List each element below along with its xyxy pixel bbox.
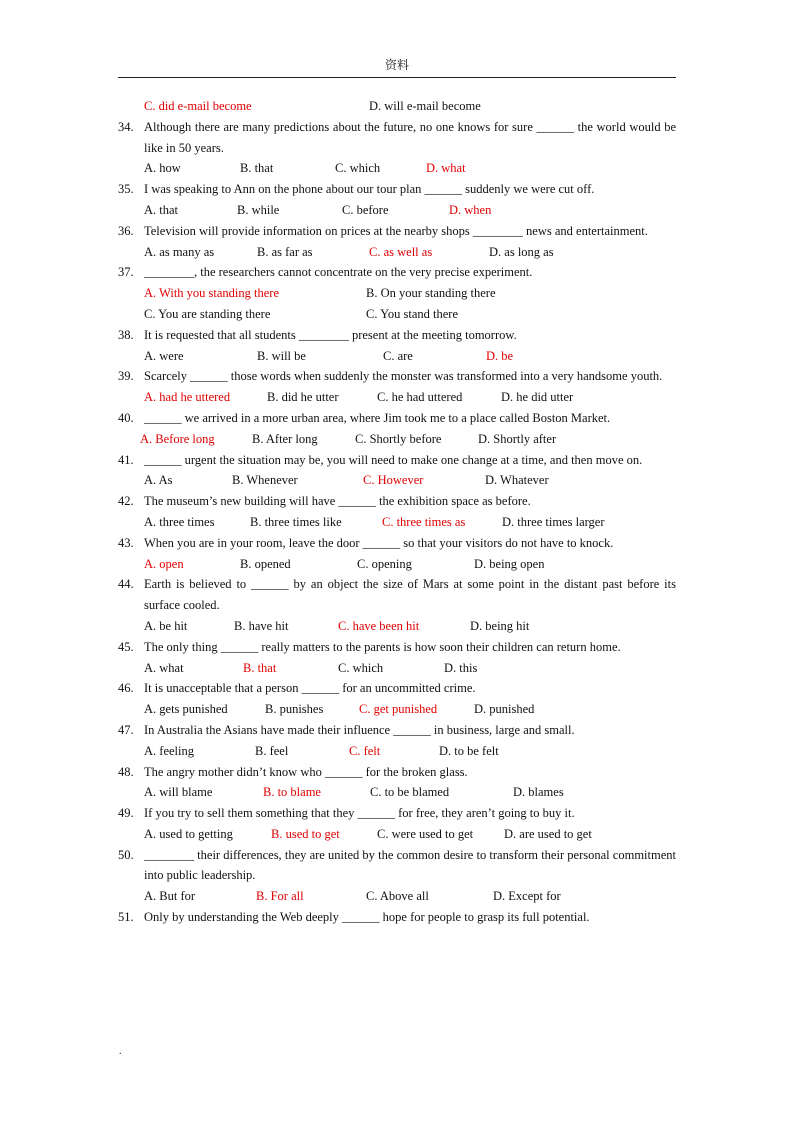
question-stem: The only thing ______ really matters to the parents is how soon their children can return home. xyxy=(144,639,621,654)
question-stem: Only by understanding the Web deeply ______ hope for people to grasp its full potential. xyxy=(144,910,590,925)
option-a: A. used to getting xyxy=(144,826,233,841)
question-text xyxy=(118,845,676,887)
question-number: 36. xyxy=(118,223,134,238)
question-number: 39. xyxy=(118,369,134,384)
option-a: A. how xyxy=(144,161,181,176)
option-row xyxy=(118,200,676,221)
option-c-answer: C. did e-mail become xyxy=(144,99,252,113)
question-block xyxy=(118,325,676,367)
option-c-answer: C. However xyxy=(363,473,424,488)
option-b: B. feel xyxy=(255,743,289,758)
question-number: 51. xyxy=(118,910,134,925)
option-a-answer: A. Before long xyxy=(140,431,215,446)
option-row xyxy=(118,429,676,450)
question-stem: Although there are many predictions about the future, no one knows for sure ______ the world would be like in 50 years. xyxy=(144,119,676,155)
question-number: 46. xyxy=(118,681,134,696)
option-d: C. You stand there xyxy=(366,306,459,321)
option-d-answer: D. when xyxy=(449,202,492,217)
option-c: C. which xyxy=(338,660,384,675)
question-number: 48. xyxy=(118,764,134,779)
option-row xyxy=(118,886,676,907)
question-text xyxy=(118,491,676,512)
option-b: B. that xyxy=(240,161,274,176)
option-c: C. before xyxy=(342,202,389,217)
option-row xyxy=(118,824,676,845)
question-stem: When you are in your room, leave the door ______ so that your visitors do not have to knock. xyxy=(144,535,614,550)
option-b-answer: B. that xyxy=(243,660,277,675)
option-a: A. will blame xyxy=(144,785,213,800)
question-number: 43. xyxy=(118,535,134,550)
question-stem: ________ their differences, they are united by the common desire to transform their personal commitment into public leadership. xyxy=(144,847,676,883)
option-row xyxy=(118,346,676,367)
option-c: C. to be blamed xyxy=(370,785,450,800)
option-c: C. You are standing there xyxy=(144,306,271,321)
question-stem: The museum’s new building will have ______ the exhibition space as before. xyxy=(144,494,531,509)
question-text xyxy=(118,262,676,283)
option-a: A. as many as xyxy=(144,244,215,259)
option-b: B. while xyxy=(237,202,280,217)
question-number: 41. xyxy=(118,452,134,467)
question-text xyxy=(118,179,676,200)
question-block xyxy=(118,720,676,762)
question-text xyxy=(118,637,676,658)
option-b: B. After long xyxy=(252,431,318,446)
option-b-answer: B. to blame xyxy=(263,785,321,800)
option-row xyxy=(118,658,676,679)
question-block xyxy=(118,408,676,450)
option-row xyxy=(118,304,676,325)
option-d: D. this xyxy=(444,660,478,675)
option-row xyxy=(118,158,676,179)
question-text xyxy=(118,907,676,928)
option-c: C. he had uttered xyxy=(377,390,463,405)
question-number: 35. xyxy=(118,182,134,197)
option-b: B. three times like xyxy=(250,514,342,529)
question-number: 49. xyxy=(118,806,134,821)
question-block xyxy=(118,450,676,492)
question-text xyxy=(118,221,676,242)
option-d: D. blames xyxy=(513,785,564,800)
question-number: 42. xyxy=(118,494,134,509)
question-block xyxy=(118,803,676,845)
option-c-answer: C. get punished xyxy=(359,702,438,717)
question-text xyxy=(118,678,676,699)
option-b: B. will be xyxy=(257,348,306,363)
question-block xyxy=(118,574,676,636)
option-d: D. being open xyxy=(474,556,545,571)
question-block xyxy=(118,678,676,720)
question-text xyxy=(118,803,676,824)
option-c-answer: C. felt xyxy=(349,743,381,758)
question-block xyxy=(118,262,676,324)
option-c-answer: C. have been hit xyxy=(338,618,420,633)
question-number: 47. xyxy=(118,722,134,737)
option-d: D. he did utter xyxy=(501,390,574,405)
question-number: 40. xyxy=(118,410,134,425)
question-stem: If you try to sell them something that they ______ for free, they aren’t going to buy it. xyxy=(144,806,575,821)
question-text xyxy=(118,762,676,783)
question-number: 45. xyxy=(118,639,134,654)
option-row xyxy=(118,512,676,533)
question-block xyxy=(118,179,676,221)
option-d: D. as long as xyxy=(489,244,554,259)
option-d: D. Shortly after xyxy=(478,431,557,446)
option-b-answer: B. used to get xyxy=(271,826,340,841)
header-title: 资料 xyxy=(384,58,409,72)
question-block xyxy=(118,221,676,263)
option-d: D. will e-mail become xyxy=(369,99,481,113)
option-row xyxy=(118,242,676,263)
question-stem: I was speaking to Ann on the phone about our tour plan ______ suddenly we were cut off. xyxy=(144,182,595,197)
option-d: D. Whatever xyxy=(485,473,549,488)
option-c: C. opening xyxy=(357,556,412,571)
option-c: C. are xyxy=(383,348,413,363)
option-c: C. which xyxy=(335,161,381,176)
option-b: B. On your standing there xyxy=(366,286,496,301)
question-text xyxy=(118,325,676,346)
question-text xyxy=(118,366,676,387)
question-stem: Scarcely ______ those words when suddenly the monster was transformed into a very handsome youth. xyxy=(144,369,663,384)
option-b: B. Whenever xyxy=(232,473,298,488)
option-a: A. As xyxy=(144,473,173,488)
question-stem: ______ we arrived in a more urban area, where Jim took me to a place called Boston Market. xyxy=(144,410,611,425)
option-a: A. be hit xyxy=(144,618,188,633)
question-list xyxy=(118,96,676,928)
question-stem: It is unacceptable that a person ______ for an uncommitted crime. xyxy=(144,681,476,696)
question-block xyxy=(118,491,676,533)
question-block xyxy=(118,637,676,679)
question-block xyxy=(118,366,676,408)
option-b: B. as far as xyxy=(257,244,313,259)
question-block xyxy=(118,907,676,928)
option-d: D. three times larger xyxy=(502,514,605,529)
option-row xyxy=(118,283,676,304)
option-a: A. that xyxy=(144,202,179,217)
option-row xyxy=(118,741,676,762)
option-b: B. did he utter xyxy=(267,390,339,405)
question-block xyxy=(118,845,676,907)
option-c: C. were used to get xyxy=(377,826,474,841)
question-text xyxy=(118,720,676,741)
option-b: B. have hit xyxy=(234,618,289,633)
carryover-options xyxy=(118,96,676,117)
question-number: 50. xyxy=(118,847,134,862)
footer-mark: . xyxy=(119,1046,122,1057)
option-b: B. opened xyxy=(240,556,291,571)
option-a: A. three times xyxy=(144,514,215,529)
question-text xyxy=(118,117,676,159)
option-d: D. Except for xyxy=(493,889,561,904)
option-row xyxy=(118,782,676,803)
question-block xyxy=(118,533,676,575)
option-c-answer: C. as well as xyxy=(369,244,433,259)
question-number: 34. xyxy=(118,119,134,134)
question-text xyxy=(118,533,676,554)
option-a: A. gets punished xyxy=(144,702,228,717)
question-stem: Earth is believed to ______ by an object the size of Mars at some point in the distant past before its surface cooled. xyxy=(144,577,676,613)
option-a: A. But for xyxy=(144,889,196,904)
option-a-answer: A. With you standing there xyxy=(144,286,280,301)
question-stem: Television will provide information on prices at the nearby shops ________ news and entertainment. xyxy=(144,223,648,238)
option-row xyxy=(118,616,676,637)
question-text xyxy=(118,450,676,471)
option-a: A. what xyxy=(144,660,184,675)
option-row xyxy=(118,470,676,491)
option-d: D. to be felt xyxy=(439,743,499,758)
question-number: 37. xyxy=(118,265,134,280)
page-header xyxy=(118,56,676,78)
option-row xyxy=(118,387,676,408)
question-text xyxy=(118,408,676,429)
option-c: C. Above all xyxy=(366,889,429,904)
option-c-answer: C. three times as xyxy=(382,514,466,529)
question-stem: It is requested that all students ________ present at the meeting tomorrow. xyxy=(144,327,517,342)
question-number: 44. xyxy=(118,577,134,592)
option-b-answer: B. For all xyxy=(256,889,304,904)
question-stem: ______ urgent the situation may be, you will need to make one change at a time, and then move on. xyxy=(144,452,643,467)
option-row xyxy=(118,699,676,720)
option-b: B. punishes xyxy=(265,702,324,717)
question-stem: In Australia the Asians have made their influence ______ in business, large and small. xyxy=(144,722,575,737)
question-number: 38. xyxy=(118,327,134,342)
option-a-answer: A. had he uttered xyxy=(144,390,231,405)
question-text xyxy=(118,574,676,616)
option-d: D. punished xyxy=(474,702,535,717)
option-d-answer: D. what xyxy=(426,161,466,176)
question-stem: The angry mother didn’t know who ______ for the broken glass. xyxy=(144,764,468,779)
option-c: C. Shortly before xyxy=(355,431,442,446)
option-d: D. being hit xyxy=(470,618,530,633)
option-a: A. feeling xyxy=(144,743,194,758)
question-block xyxy=(118,117,676,179)
option-a-answer: A. open xyxy=(144,556,184,571)
option-d-answer: D. be xyxy=(486,348,514,363)
question-stem: ________, the researchers cannot concentrate on the very precise experiment. xyxy=(144,265,533,280)
option-d: D. are used to get xyxy=(504,826,592,841)
question-block xyxy=(118,762,676,804)
option-a: A. were xyxy=(144,348,184,363)
option-row xyxy=(118,554,676,575)
